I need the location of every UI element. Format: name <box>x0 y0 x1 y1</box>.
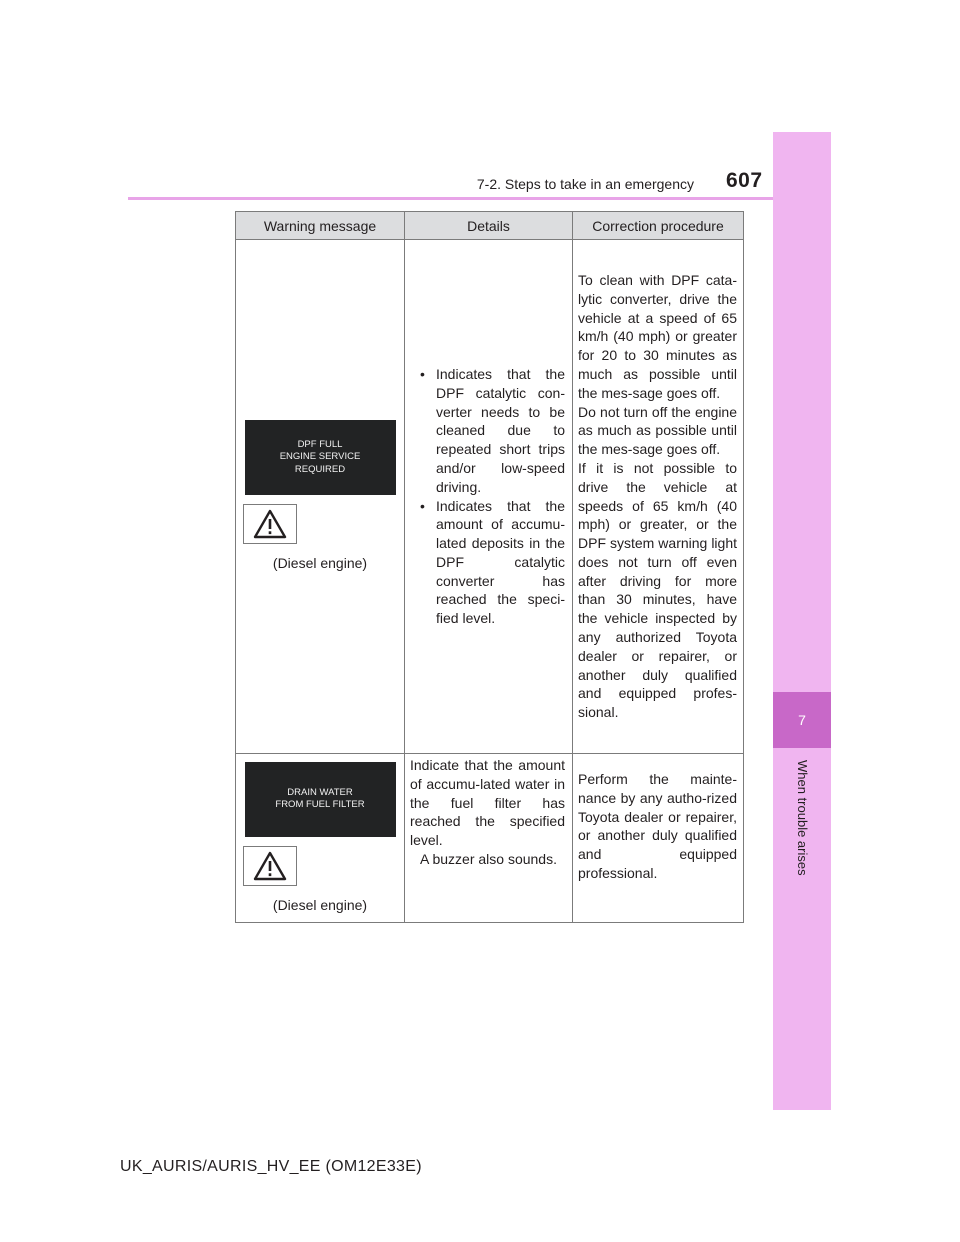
display-line: DPF FULL <box>297 438 343 450</box>
correction-text: Do not turn off the engine as much as possible until the mes-sage goes off. <box>578 403 737 458</box>
column-header: Correction procedure <box>573 212 744 240</box>
warning-message-cell <box>236 240 405 754</box>
display-line: FROM FUEL FILTER <box>275 799 365 811</box>
warning-message-table <box>235 211 744 923</box>
bullet-icon: • <box>420 497 425 514</box>
engine-note: (Diesel engine) <box>272 896 368 913</box>
section-title: 7-2. Steps to take in an emergency <box>476 176 694 192</box>
side-tab-upper <box>773 132 831 692</box>
page-number: 607 <box>726 169 763 192</box>
correction-cell <box>573 240 744 754</box>
message-display <box>245 420 396 495</box>
detail-text: Indicate that the amount of accumu-lated water in the fuel filter has reached the specified level. <box>410 757 565 849</box>
chapter-tab[interactable]: 7 <box>773 692 831 748</box>
correction-text: Perform the mainte-nance by any autho-rized Toyota dealer or repairer, or another duly qualified and equipped professional. <box>578 771 737 881</box>
correction-text: If it is not possible to drive the vehicle at speeds of 65 km/h (40 mph) or greater, or the DPF system warning light does not turn off even after driving for more than 30 minutes, have the vehicle inspected by any authorized Toyota dealer or repairer, or another duly qualified and equipped profes-sional. <box>578 459 737 721</box>
detail-text: Indicates that the amount of accumu-lated deposits in the DPF catalytic converter has reached the speci-fied level. <box>436 497 565 627</box>
display-line: ENGINE SERVICE <box>279 451 361 463</box>
table-row <box>236 240 744 754</box>
list-item <box>410 497 565 629</box>
table-header-row <box>236 212 744 240</box>
display-line: REQUIRED <box>294 463 346 475</box>
correction-cell <box>573 754 744 923</box>
correction-text: To clean with DPF cata-lytic converter, drive the vehicle at a speed of 65 km/h (40 mph) or greater for 20 to 30 minutes as much as possible until the mes-sage goes off. <box>578 271 737 401</box>
column-header: Warning message <box>236 212 405 240</box>
detail-note: A buzzer also sounds. <box>420 850 557 867</box>
column-header: Details <box>405 212 573 240</box>
bullet-icon: • <box>420 365 425 382</box>
display-line: DRAIN WATER <box>287 786 353 798</box>
table-row <box>236 754 744 923</box>
message-display <box>245 762 396 837</box>
warning-triangle-icon <box>243 846 297 886</box>
details-cell <box>405 240 573 754</box>
document-code: UK_AURIS/AURIS_HV_EE (OM12E33E) <box>120 1158 422 1175</box>
warning-triangle-icon <box>243 504 297 544</box>
detail-text: Indicates that the DPF catalytic con-verter needs to be cleaned due to repeated short trips and/or low-speed driving. <box>436 365 565 495</box>
details-cell <box>405 754 573 923</box>
warning-message-cell <box>236 754 405 923</box>
header-rule <box>128 197 774 200</box>
engine-note: (Diesel engine) <box>272 555 368 572</box>
chapter-title: When trouble arises <box>795 760 810 876</box>
details-list <box>410 365 565 628</box>
list-item <box>410 365 565 497</box>
